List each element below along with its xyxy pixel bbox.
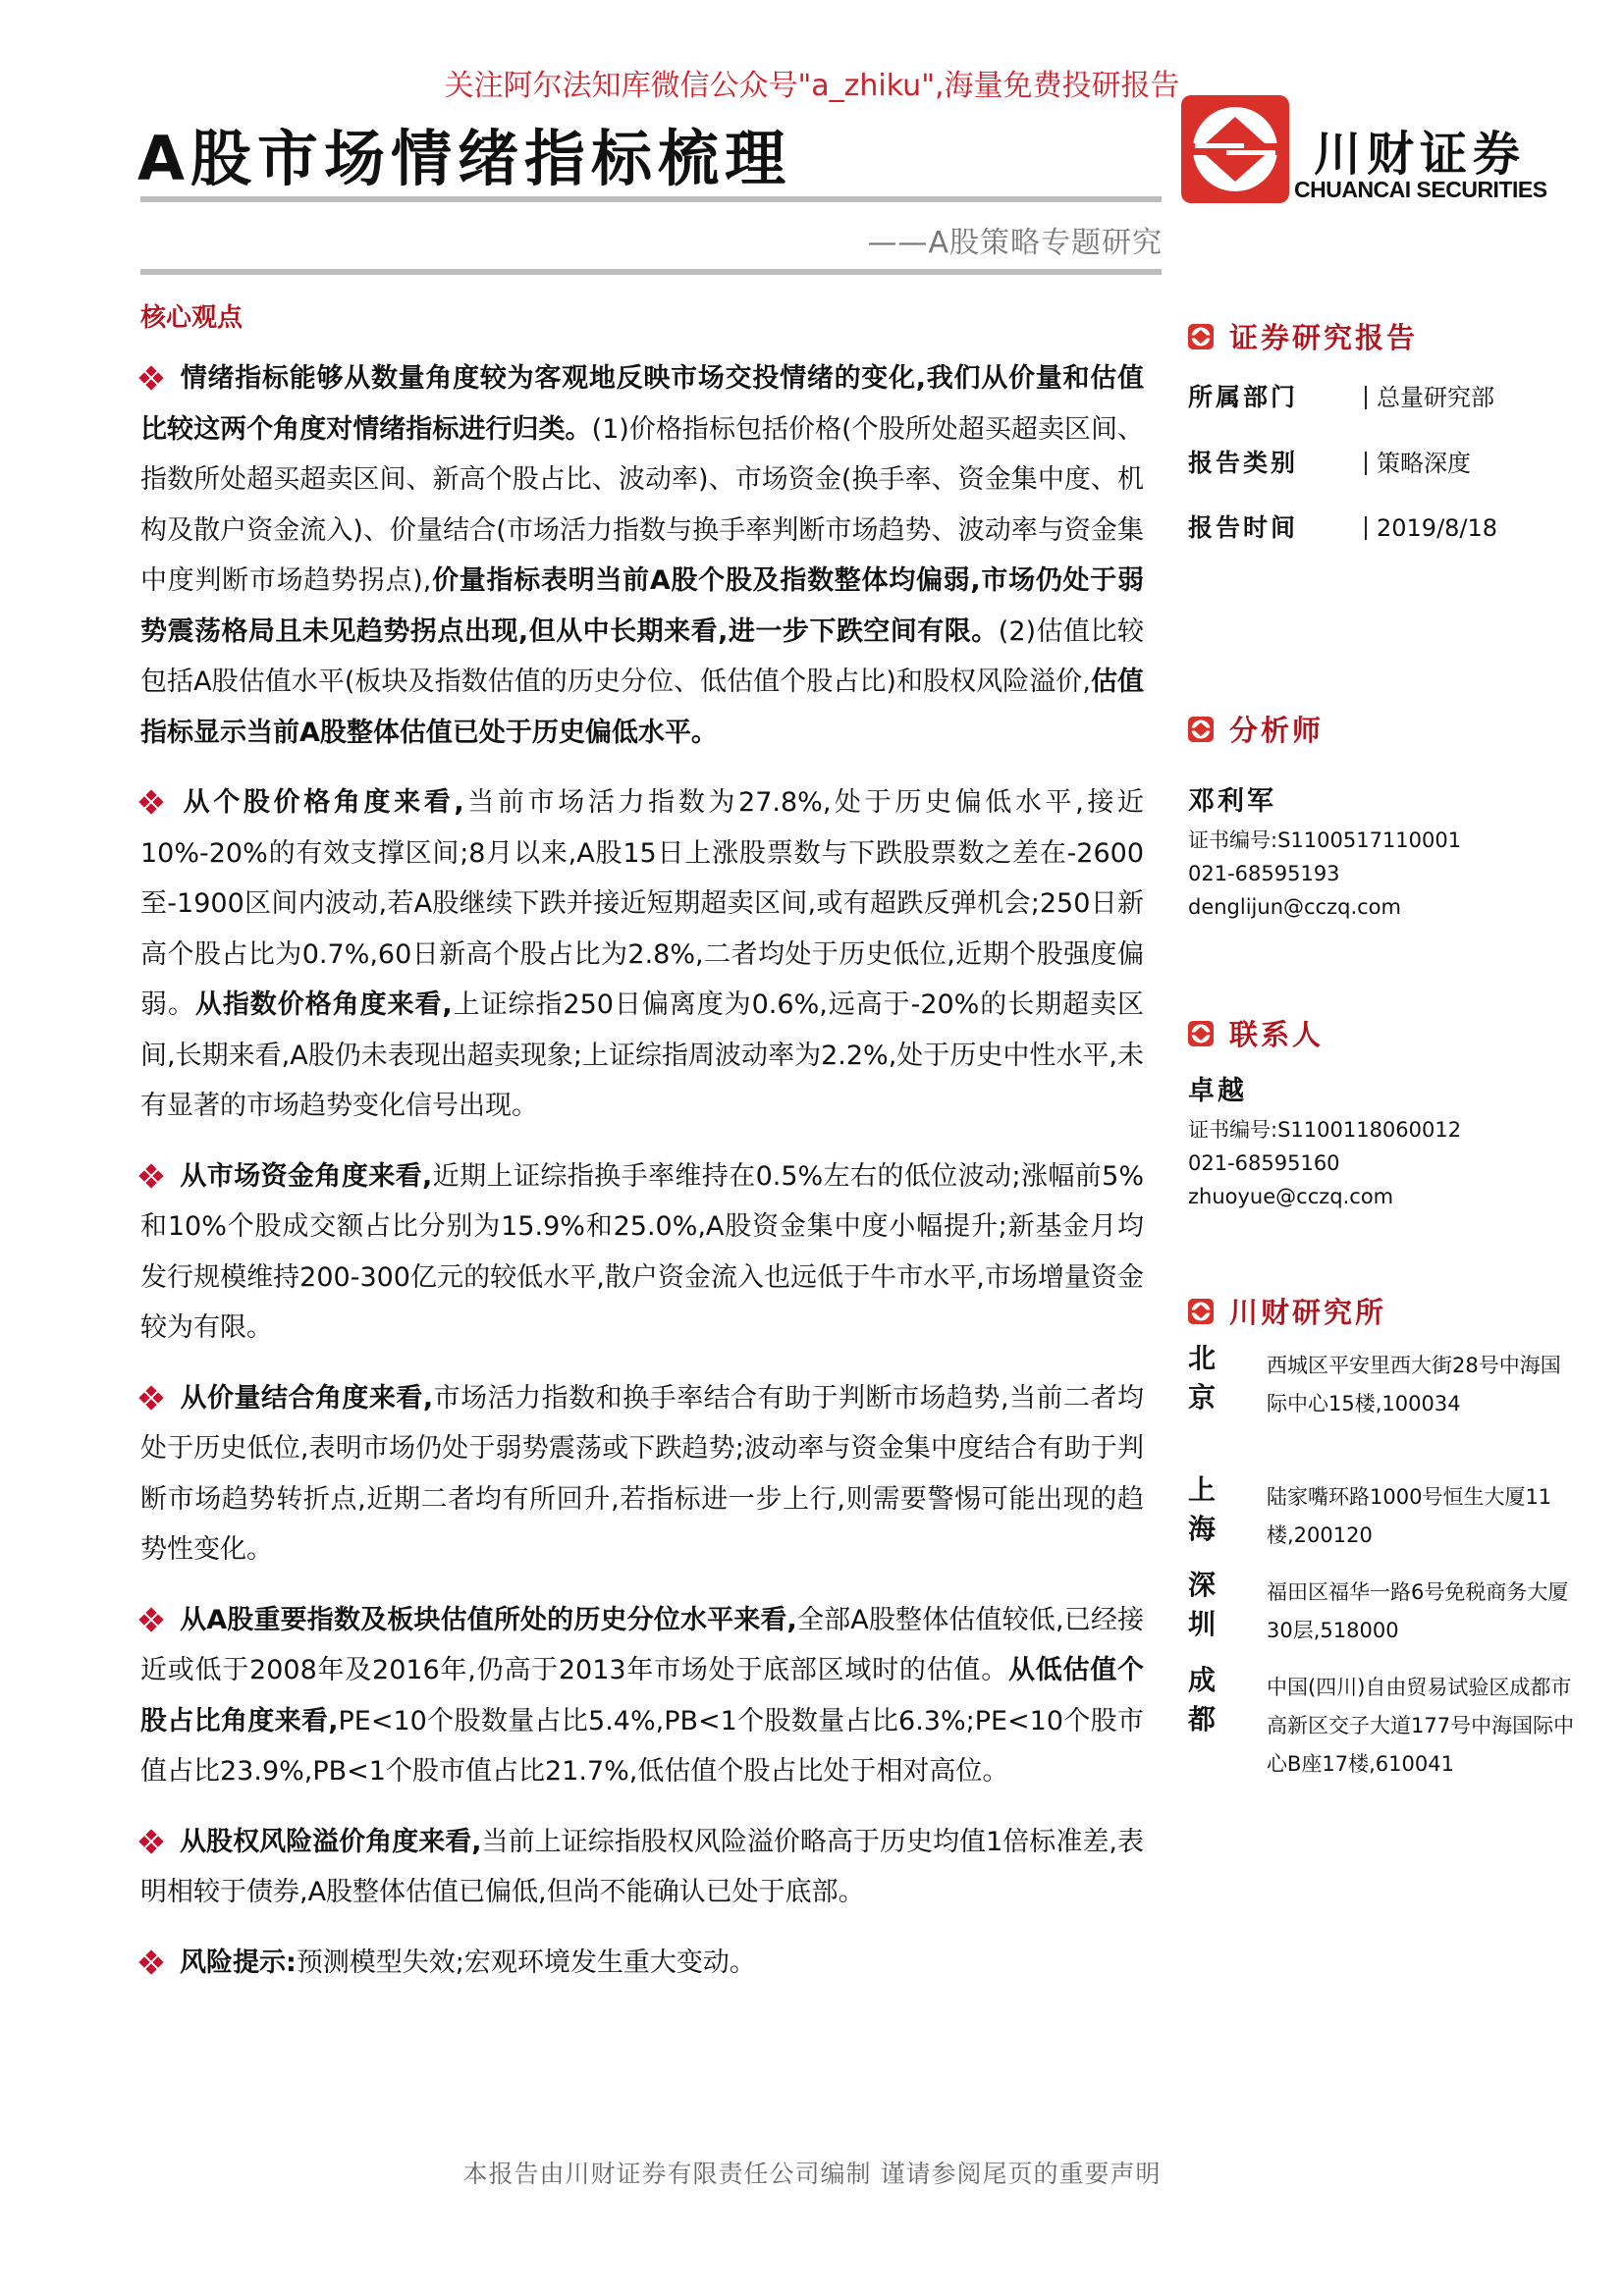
document-title: A股市场情绪指标梳理: [137, 123, 791, 194]
chuancai-mini-logo-icon: [1188, 324, 1214, 349]
header-divider-top: [140, 196, 1162, 202]
chuancai-mini-logo-icon: [1188, 1299, 1214, 1324]
meta-row-department: [1188, 378, 1494, 413]
emphasis-text: 从A股重要指数及板块估值所处的历史分位水平来看,: [180, 1604, 797, 1635]
brand-name-en: CHUANCAI SECURITIES: [1294, 177, 1547, 202]
report-type-heading: [1188, 316, 1418, 356]
meta-row-category: [1188, 444, 1471, 479]
viewpoint-paragraph: [140, 777, 1144, 1132]
institute-heading-text: 川财研究所: [1229, 1296, 1387, 1329]
watermark-banner: 关注阿尔法知库微信公众号"a_zhiku",海量免费投研报告: [444, 69, 1180, 103]
emphasis-text: 情绪指标能够从数量角度较为客观地反映市场交投情绪的变化,我们从价量和估值比较这两个角度对情绪指标进行归类。: [140, 363, 1144, 445]
meta-value: 2019/8/18: [1365, 516, 1497, 540]
brand-name-cn: 川财证券: [1314, 127, 1527, 182]
chuancai-s-logo-icon: [1181, 95, 1289, 203]
diamond-bullet-icon: [140, 1831, 162, 1852]
emphasis-text: 风险提示:: [180, 1947, 297, 1978]
body-text: 预测模型失效;宏观环境发生重大变动。: [296, 1947, 756, 1978]
analyst-card: [1188, 780, 1461, 924]
emphasis-text: 从个股价格角度来看,: [180, 787, 464, 818]
office-address: 中国(四川)自由贸易试验区成都市高新区交子大道177号中海国际中心B座17楼,610041: [1267, 1676, 1575, 1776]
office-city: 成都: [1188, 1664, 1218, 1735]
body-text: 上证综指250日偏离度为0.6%,远高于-20%的长期超卖区间,长期来看,A股仍未表现出超卖现象;上证综指周波动率为2.2%,处于历史中性水平,未有显著的市场趋势变化信号出现。: [140, 989, 1145, 1121]
body-text: PE<10个股数量占比5.4%,PB<1个股数量占比6.3%;PE<10个股市值占比23.9%,PB<1个股市值占比21.7%,低估值个股占比处于相对高位。: [140, 1705, 1144, 1787]
body-text: 近期上证综指换手率维持在0.5%左右的低位波动;涨幅前5%和10%个股成交额占比分别为15.9%和25.0%,A股资金集中度小幅提升;新基金月均发行规模维持200-300亿元的较低水平,散户资金流入也远低于牛市水平,市场增量资金较为有限。: [140, 1160, 1144, 1343]
contact-cert: 证书编号:S1100118060012: [1188, 1118, 1462, 1142]
emphasis-text: 从指数价格角度来看,: [194, 989, 453, 1020]
header-divider-bottom: [140, 269, 1162, 275]
viewpoint-paragraph: [140, 1595, 1144, 1797]
meta-row-date: [1188, 508, 1497, 544]
meta-value: 策略深度: [1365, 452, 1471, 475]
emphasis-text: 从股权风险溢价角度来看,: [180, 1826, 482, 1857]
diamond-bullet-icon: [140, 1387, 162, 1409]
body-text: (2)估值比较包括A股估值水平(板块及指数估值的历史分位、低估值个股占比)和股权风险溢价,: [140, 615, 1144, 697]
body-text: 当前上证综指股权风险溢价略高于历史均值1倍标准差,表明相较于债券,A股整体估值已偏低,但尚不能确认已处于底部。: [140, 1826, 1144, 1907]
contact-heading-text: 联系人: [1229, 1018, 1325, 1051]
meta-label: 报告类别: [1188, 449, 1299, 477]
viewpoint-paragraph: [140, 1151, 1144, 1354]
emphasis-text: 从低估值个股占比角度来看,: [140, 1655, 1144, 1736]
body-text: (1)价格指标包括价格(个股所处超买超卖区间、指数所处超买超卖区间、新高个股占比、波动率)、市场资金(换手率、资金集中度、机构及散户资金流入)、价量结合(市场活力指数与换手率判断市场趋势、波动率与资金集中度判断市场趋势拐点),: [140, 413, 1144, 596]
office-city: 深圳: [1188, 1569, 1218, 1640]
office-address: 西城区平安里西大街28号中海国际中心15楼,100034: [1267, 1354, 1561, 1415]
contact-phone: 021-68595160: [1188, 1151, 1340, 1175]
body-text: 全部A股整体估值较低,已经接近或低于2008年及2016年,仍高于2013年市场处于底部区域时的估值。: [140, 1604, 1144, 1685]
analyst-email[interactable]: denglijun@cczq.com: [1188, 895, 1401, 919]
page-footer-disclaimer: 本报告由川财证券有限责任公司编制 谨请参阅尾页的重要声明: [462, 2160, 1162, 2188]
contact-heading: [1188, 1013, 1324, 1053]
institute-heading: [1188, 1291, 1386, 1331]
viewpoint-paragraph: [140, 1938, 1144, 1989]
viewpoint-paragraph: [140, 1817, 1144, 1918]
emphasis-text: 估值指标显示当前A股整体估值已处于历史偏低水平。: [140, 667, 1145, 748]
contact-name: 卓越: [1188, 1076, 1247, 1106]
analyst-name: 邓利军: [1188, 786, 1276, 817]
report-type-heading-text: 证券研究报告: [1229, 321, 1419, 354]
diamond-bullet-icon: [140, 1609, 162, 1630]
analyst-heading-text: 分析师: [1229, 714, 1325, 747]
office-city: 北京: [1188, 1342, 1218, 1414]
diamond-bullet-icon: [140, 367, 162, 389]
analyst-phone: 021-68595193: [1188, 862, 1340, 885]
chuancai-mini-logo-icon: [1188, 717, 1214, 742]
viewpoint-paragraph: [140, 353, 1144, 758]
diamond-bullet-icon: [140, 1165, 162, 1187]
analyst-heading: [1188, 709, 1324, 749]
emphasis-text: 从市场资金角度来看,: [180, 1160, 433, 1192]
office-city: 上海: [1188, 1473, 1218, 1545]
contact-card: [1188, 1070, 1461, 1213]
diamond-bullet-icon: [140, 1951, 162, 1973]
viewpoint-paragraph: [140, 1373, 1144, 1575]
document-subtitle: ——A股策略专题研究: [867, 226, 1163, 260]
meta-label: 所属部门: [1188, 383, 1299, 411]
meta-label: 报告时间: [1188, 513, 1299, 542]
chuancai-mini-logo-icon: [1188, 1021, 1214, 1046]
analyst-cert: 证书编号:S1100517110001: [1188, 828, 1462, 852]
core-viewpoints-body: [140, 353, 1144, 2007]
office-address: 陆家嘴环路1000号恒生大厦11楼,200120: [1267, 1485, 1552, 1547]
diamond-bullet-icon: [140, 791, 162, 813]
meta-value: 总量研究部: [1365, 386, 1494, 409]
office-address: 福田区福华一路6号免税商务大厦30层,518000: [1267, 1580, 1569, 1642]
core-viewpoints-heading: 核心观点: [140, 303, 244, 333]
contact-email[interactable]: zhuoyue@cczq.com: [1188, 1185, 1394, 1208]
emphasis-text: 价量指标表明当前A股个股及指数整体均偏弱,市场仍处于弱势震荡格局且未见趋势拐点出现,但从中长期来看,进一步下跌空间有限。: [140, 565, 1144, 647]
body-text: 市场活力指数和换手率结合有助于判断市场趋势,当前二者均处于历史低位,表明市场仍处于弱势震荡或下跌趋势;波动率与资金集中度结合有助于判断市场趋势转折点,近期二者均有所回升,若指标进一步上行,则需要警惕可能出现的趋势性变化。: [140, 1382, 1144, 1565]
body-text: 当前市场活力指数为27.8%,处于历史偏低水平,接近10%-20%的有效支撑区间;8月以来,A股15日上涨股票数与下跌股票数之差在-2600至-1900区间内波动,若A股继续下跌并接近短期超卖区间,或有超跌反弹机会;250日新高个股占比为0.7%,60日新高个股占比为2.8%,二者均处于历史低位,近期个股强度偏弱。: [140, 787, 1145, 1020]
emphasis-text: 从价量结合角度来看,: [180, 1382, 434, 1414]
